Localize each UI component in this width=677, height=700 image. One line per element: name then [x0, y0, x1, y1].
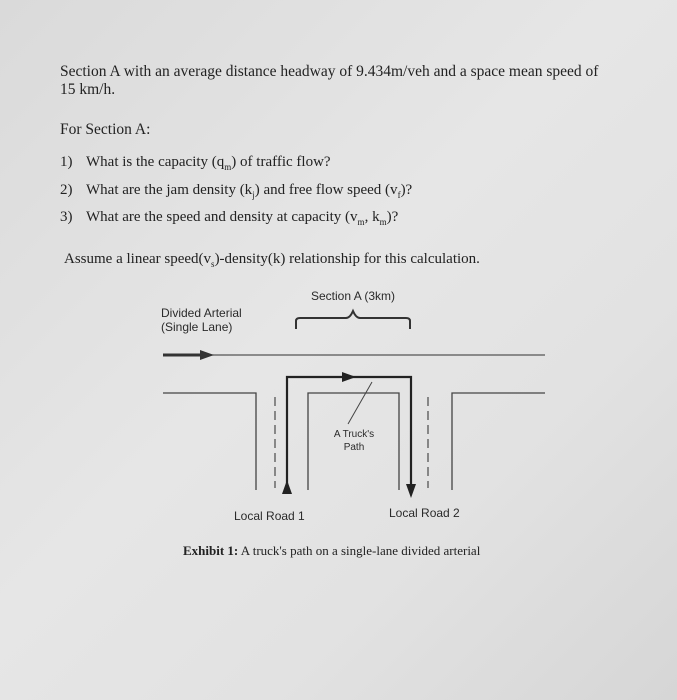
single-lane-label: (Single Lane) [161, 320, 233, 334]
question-1-sub: m [224, 162, 232, 172]
exhibit-caption [183, 543, 480, 559]
truck-path-mid-arrow [342, 372, 356, 382]
local-road-2-label: Local Road 2 [389, 506, 460, 520]
truck-path-end-arrow [406, 484, 416, 498]
section-a-label: Section A (3km) [311, 289, 396, 303]
question-3-sub-2: m [379, 217, 387, 227]
question-3-number: 3) [60, 209, 73, 225]
question-3-text-c: )? [386, 209, 399, 225]
assumption-text-a: Assume a linear speed(v [64, 251, 212, 267]
question-1-number: 1) [60, 154, 73, 170]
assumption-text-b: )-density(k) relationship for this calculation. [214, 251, 480, 267]
question-3-sub-1: m [357, 217, 365, 227]
question-1-text-a: What is the capacity (q [86, 154, 225, 170]
truck-path-label-line-1: A Truck's [333, 429, 375, 440]
section-brace [296, 311, 410, 329]
question-1-text-b: ) of traffic flow? [231, 154, 331, 170]
question-2-text-b: ) and free flow speed (v [254, 182, 398, 198]
question-2-number: 2) [60, 182, 73, 198]
question-2-text-c: )? [400, 182, 413, 198]
local-road-1-label: Local Road 1 [234, 509, 305, 523]
question-2-text-a: What are the jam density (k [86, 182, 253, 198]
question-2-sub-1: j [252, 190, 255, 200]
question-2-sub-2: f [397, 190, 401, 200]
exhibit-caption-text: A truck's path on a single-lane divided arterial [238, 543, 481, 558]
arterial-direction-arrowhead [200, 350, 214, 360]
truck-path-label-line-2: Path [343, 442, 365, 453]
problem-intro-line-1: Section A with an average distance headway of 9.434m/veh and a space mean speed of [60, 63, 599, 80]
divided-arterial-label: Divided Arterial [161, 306, 242, 320]
question-3-text-b: , k [364, 209, 380, 225]
problem-intro-line-2: 15 km/h. [60, 81, 116, 98]
section-a-heading: For Section A: [60, 121, 151, 138]
exhibit-caption-label: Exhibit 1: [183, 543, 239, 558]
road-edge-right [452, 393, 545, 490]
truck-label-pointer [348, 382, 372, 424]
assumption-sub: s [211, 259, 215, 269]
question-3-text-a: What are the speed and density at capacity (v [86, 209, 358, 225]
road-edge-left [163, 393, 256, 490]
truck-path-start-arrow [282, 480, 292, 494]
